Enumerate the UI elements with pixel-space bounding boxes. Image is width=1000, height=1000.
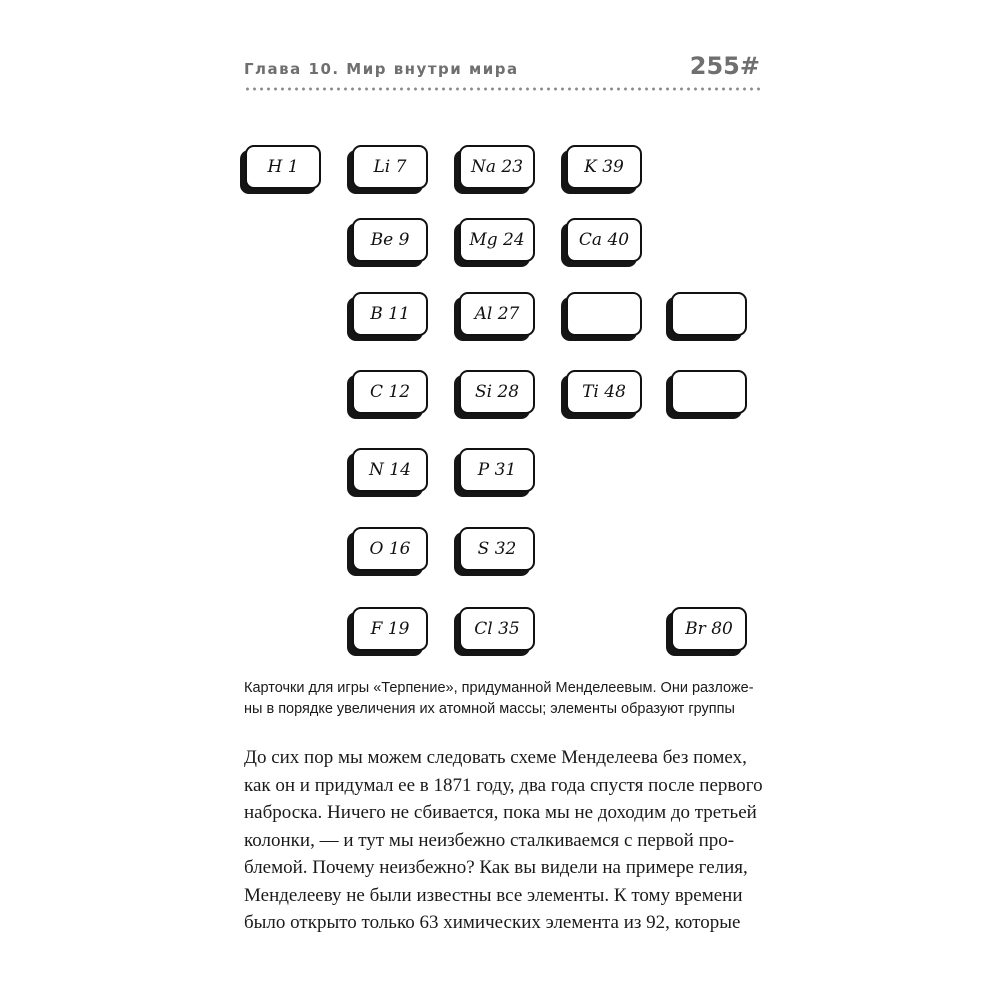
card-sodium: Na 23 [459,145,535,189]
header-dotted-rule [244,86,760,92]
body-line: колонки, — и тут мы неизбежно сталкиваемся с первой про- [244,829,735,851]
card-calcium: Ca 40 [566,218,642,262]
chapter-title: Глава 10. Мир внутри мира [244,60,519,78]
card-beryllium: Be 9 [352,218,428,262]
card-potassium: K 39 [566,145,642,189]
body-line: блемой. Почему неизбежно? Как вы видели на примере гелия, [244,857,748,878]
card-phosphorus: P 31 [459,448,535,492]
figure-caption [244,678,764,720]
card-bromine: Br 80 [671,607,747,651]
card-hydrogen: H 1 [245,145,321,189]
body-line: Менделееву не были известны все элементы. К тому времени [244,884,743,906]
card-magnesium: Mg 24 [459,218,535,262]
card-boron: B 11 [352,292,428,336]
card-aluminium: Al 27 [459,292,535,336]
caption-line: Карточки для игры «Терпение», придуманной Менделеевым. Они разложе- [244,680,754,696]
body-line: До сих пор мы можем следовать схеме Менделеева без помех, [244,747,747,768]
card-lithium: Li 7 [352,145,428,189]
body-line: как он и придумал ее в 1871 году, два года спустя после первого [244,774,763,796]
card-carbon: C 12 [352,370,428,414]
card-oxygen: O 16 [352,527,428,571]
body-line: было открыто только 63 химических элемента из 92, которые [244,912,741,933]
card-silicon: Si 28 [459,370,535,414]
card-blank [671,370,747,414]
card-blank [566,292,642,336]
card-chlorine: Cl 35 [459,607,535,651]
card-sulfur: S 32 [459,527,535,571]
card-nitrogen: N 14 [352,448,428,492]
body-line: наброска. Ничего не сбивается, пока мы не доходим до третьей [244,802,757,823]
body-paragraph [244,744,764,937]
card-fluorine: F 19 [352,607,428,651]
card-titanium: Ti 48 [566,370,642,414]
page-number: 255# [689,52,760,80]
caption-line: ны в порядке увеличения их атомной массы; элементы образуют группы [244,701,735,717]
card-blank [671,292,747,336]
